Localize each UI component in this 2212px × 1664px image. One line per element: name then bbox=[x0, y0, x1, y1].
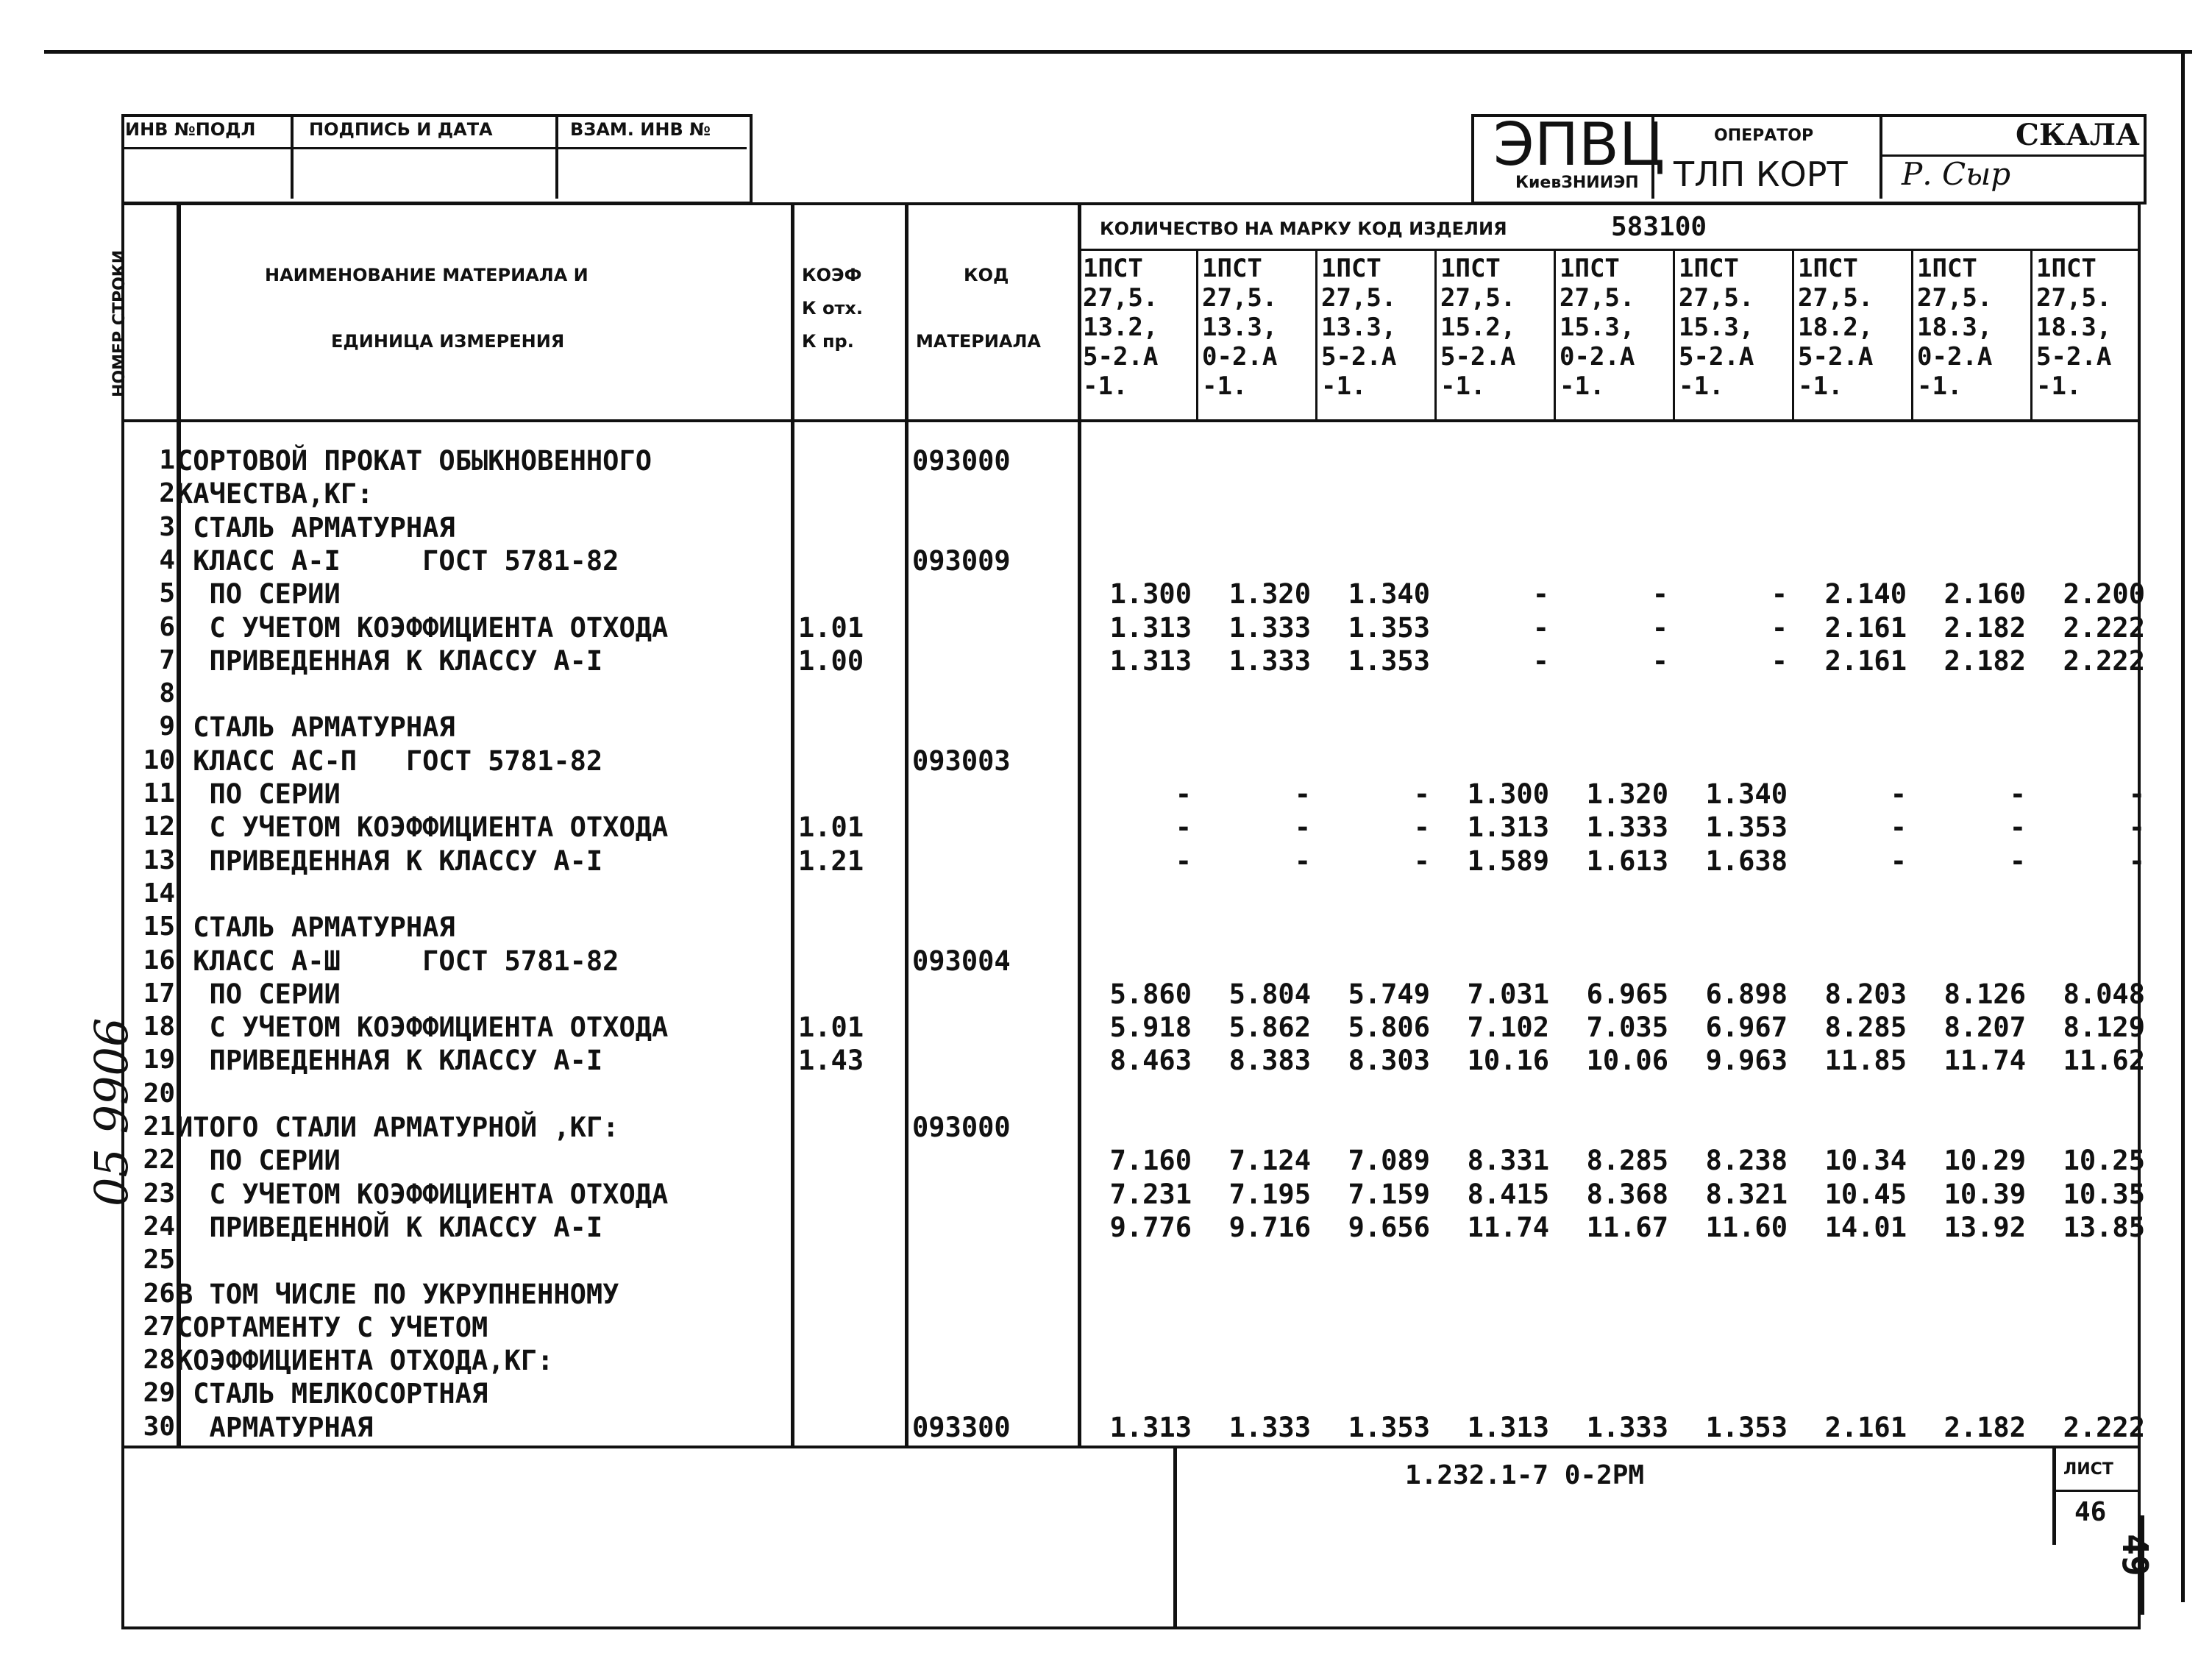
side-handwritten-note: 05 9906 bbox=[85, 1017, 138, 1206]
row-value: - bbox=[2128, 811, 2145, 844]
code-header-2: МАТЕРИАЛА bbox=[916, 331, 1041, 352]
row-value: 5.749 bbox=[1348, 978, 1430, 1010]
row-coefficient: 1.01 bbox=[798, 611, 864, 644]
row-value: 8.285 bbox=[1586, 1145, 1668, 1177]
row-value: 2.222 bbox=[2063, 1411, 2145, 1443]
row-value: 11.62 bbox=[2063, 1045, 2145, 1077]
row-value: - bbox=[1175, 845, 1192, 877]
row-material-name: СТАЛЬ АРМАТУРНАЯ bbox=[177, 711, 455, 744]
row-value: 10.39 bbox=[1943, 1178, 2026, 1210]
row-value: 7.231 bbox=[1109, 1178, 1192, 1210]
row-value: 13.85 bbox=[2063, 1211, 2145, 1243]
row-value: 10.06 bbox=[1586, 1045, 1668, 1077]
row-number: 27 bbox=[143, 1311, 175, 1342]
row-value: 5.806 bbox=[1348, 1011, 1430, 1044]
document-code: 1.232.1-7 0-2РМ bbox=[1405, 1460, 1645, 1490]
row-material-name: ПО СЕРИИ bbox=[177, 1145, 341, 1177]
page-number: 49 bbox=[2114, 1534, 2155, 1576]
row-value: 7.124 bbox=[1228, 1145, 1311, 1177]
row-value: - bbox=[1175, 778, 1192, 810]
row-value: 11.60 bbox=[1705, 1211, 1788, 1243]
row-value: 8.331 bbox=[1467, 1145, 1549, 1177]
row-value: 10.35 bbox=[2063, 1178, 2145, 1210]
row-value: 8.207 bbox=[1943, 1011, 2026, 1044]
mark-column-divider bbox=[1196, 250, 1198, 419]
row-value: - bbox=[1175, 811, 1192, 844]
code-header-1: КОД bbox=[964, 265, 1009, 285]
row-value: 10.45 bbox=[1824, 1178, 1907, 1210]
row-coefficient: 1.21 bbox=[798, 845, 864, 877]
row-number: 26 bbox=[143, 1278, 175, 1309]
row-value: - bbox=[1651, 578, 1668, 611]
row-number: 3 bbox=[159, 511, 175, 542]
row-value: 2.182 bbox=[1943, 644, 2026, 677]
row-value: 1.300 bbox=[1467, 778, 1549, 810]
row-material-name: ПО СЕРИИ bbox=[177, 578, 341, 611]
right-border bbox=[2181, 50, 2185, 1602]
row-value: 10.34 bbox=[1824, 1145, 1907, 1177]
row-value: - bbox=[1413, 845, 1430, 877]
row-number: 14 bbox=[143, 878, 175, 909]
row-value: 8.463 bbox=[1109, 1045, 1192, 1077]
row-coefficient: 1.01 bbox=[798, 1011, 864, 1044]
row-value: - bbox=[2128, 778, 2145, 810]
row-material-code: 093009 bbox=[912, 544, 1011, 577]
row-number: 16 bbox=[143, 945, 175, 975]
row-number: 8 bbox=[159, 678, 175, 709]
row-number: 20 bbox=[143, 1078, 175, 1109]
row-number: 13 bbox=[143, 845, 175, 875]
row-value: 1.333 bbox=[1228, 644, 1311, 677]
mark-header: 1ПСТ 27,5. 18.2, 5-2.А -1. bbox=[1798, 254, 1874, 401]
mark-header: 1ПСТ 27,5. 18.3, 5-2.А -1. bbox=[2036, 254, 2112, 401]
operator-label: ОПЕРАТОР bbox=[1714, 127, 1814, 145]
inv-podl-label: ИНВ №ПОДЛ bbox=[125, 119, 256, 140]
row-value: 1.313 bbox=[1109, 611, 1192, 644]
row-value: 7.031 bbox=[1467, 978, 1549, 1010]
system-name: СКАЛА bbox=[2016, 118, 2140, 152]
row-value: 1.353 bbox=[1348, 611, 1430, 644]
mark-header: 1ПСТ 27,5. 15.2, 5-2.А -1. bbox=[1440, 254, 1516, 401]
material-header-line1: НАИМЕНОВАНИЕ МАТЕРИАЛА И bbox=[265, 265, 588, 285]
row-value: 11.67 bbox=[1586, 1211, 1668, 1243]
row-value: - bbox=[1651, 644, 1668, 677]
row-value: 1.333 bbox=[1228, 1411, 1311, 1443]
row-material-name: С УЧЕТОМ КОЭФФИЦИЕНТА ОТХОДА bbox=[177, 1011, 669, 1044]
mark-header: 1ПСТ 27,5. 18.3, 0-2.А -1. bbox=[1917, 254, 1993, 401]
row-material-name: КОЭФФИЦИЕНТА ОТХОДА,КГ: bbox=[177, 1345, 554, 1377]
row-value: - bbox=[1413, 778, 1430, 810]
row-value: 8.303 bbox=[1348, 1045, 1430, 1077]
row-value: - bbox=[1890, 845, 1907, 877]
row-value: 1.313 bbox=[1109, 1411, 1192, 1443]
row-value: - bbox=[1890, 778, 1907, 810]
row-material-name: КЛАСС АС-П ГОСТ 5781-82 bbox=[177, 744, 603, 777]
row-value: 8.203 bbox=[1824, 978, 1907, 1010]
row-value: 7.089 bbox=[1348, 1145, 1430, 1177]
row-value: 9.776 bbox=[1109, 1211, 1192, 1243]
row-value: 1.333 bbox=[1586, 811, 1668, 844]
top-border bbox=[44, 50, 2192, 54]
row-value: 7.160 bbox=[1109, 1145, 1192, 1177]
row-number: 11 bbox=[143, 778, 175, 808]
row-number: 7 bbox=[159, 644, 175, 675]
row-number: 12 bbox=[143, 811, 175, 842]
coef-header-1: КОЭФ bbox=[802, 265, 862, 285]
row-value: - bbox=[1651, 611, 1668, 644]
row-number: 6 bbox=[159, 611, 175, 642]
row-material-name: ПРИВЕДЕННАЯ К КЛАССУ А-I bbox=[177, 644, 603, 677]
row-value: 5.860 bbox=[1109, 978, 1192, 1010]
row-value: 14.01 bbox=[1824, 1211, 1907, 1243]
row-number: 22 bbox=[143, 1145, 175, 1176]
row-value: - bbox=[1771, 644, 1788, 677]
row-material-name: КАЧЕСТВА,КГ: bbox=[177, 478, 374, 511]
row-material-code: 093000 bbox=[912, 445, 1011, 477]
row-value: 2.222 bbox=[2063, 644, 2145, 677]
row-value: 9.656 bbox=[1348, 1211, 1430, 1243]
row-value: 1.353 bbox=[1705, 811, 1788, 844]
row-value: 1.613 bbox=[1586, 845, 1668, 877]
sheet-number: 46 bbox=[2074, 1497, 2107, 1527]
row-value: - bbox=[1532, 644, 1549, 677]
row-value: 8.321 bbox=[1705, 1178, 1788, 1210]
row-material-code: 093003 bbox=[912, 744, 1011, 777]
mark-column-divider bbox=[2030, 250, 2033, 419]
row-value: 6.965 bbox=[1586, 978, 1668, 1010]
row-value: 1.589 bbox=[1467, 845, 1549, 877]
mark-header: 1ПСТ 27,5. 13.2, 5-2.А -1. bbox=[1083, 254, 1159, 401]
product-code: 583100 bbox=[1611, 212, 1707, 242]
row-value: 11.85 bbox=[1824, 1045, 1907, 1077]
row-material-name: ПРИВЕДЕННОЙ К КЛАССУ А-I bbox=[177, 1211, 603, 1243]
mark-column-divider bbox=[1434, 250, 1437, 419]
row-value: 7.159 bbox=[1348, 1178, 1430, 1210]
row-number-header: НОМЕР СТРОКИ bbox=[110, 249, 129, 397]
row-material-name: ПО СЕРИИ bbox=[177, 978, 341, 1010]
mark-header: 1ПСТ 27,5. 13.3, 0-2.А -1. bbox=[1202, 254, 1278, 401]
row-number: 24 bbox=[143, 1211, 175, 1242]
row-value: 8.285 bbox=[1824, 1011, 1907, 1044]
row-value: 2.222 bbox=[2063, 611, 2145, 644]
row-number: 1 bbox=[159, 445, 175, 475]
mark-header: 1ПСТ 27,5. 15.3, 0-2.А -1. bbox=[1560, 254, 1635, 401]
mark-header: 1ПСТ 27,5. 15.3, 5-2.А -1. bbox=[1679, 254, 1754, 401]
mark-column-divider bbox=[1673, 250, 1675, 419]
row-value: 2.161 bbox=[1824, 611, 1907, 644]
row-material-name: СТАЛЬ МЕЛКОСОРТНАЯ bbox=[177, 1378, 488, 1410]
row-value: 7.102 bbox=[1467, 1011, 1549, 1044]
org-name: ЭПВЦ bbox=[1493, 110, 1665, 179]
row-value: 2.160 bbox=[1943, 578, 2026, 611]
row-value: 1.320 bbox=[1586, 778, 1668, 810]
row-value: 1.300 bbox=[1109, 578, 1192, 611]
row-value: 8.368 bbox=[1586, 1178, 1668, 1210]
row-value: 1.320 bbox=[1228, 578, 1311, 611]
row-value: 1.313 bbox=[1109, 644, 1192, 677]
row-coefficient: 1.43 bbox=[798, 1045, 864, 1077]
row-value: 2.140 bbox=[1824, 578, 1907, 611]
row-material-name: СОРТОВОЙ ПРОКАТ ОБЫКНОВЕННОГО bbox=[177, 445, 652, 477]
mark-column-divider bbox=[1792, 250, 1794, 419]
row-value: - bbox=[1532, 578, 1549, 611]
row-material-name: СТАЛЬ АРМАТУРНАЯ bbox=[177, 511, 455, 544]
row-value: 8.129 bbox=[2063, 1011, 2145, 1044]
row-value: 1.353 bbox=[1348, 1411, 1430, 1443]
row-material-code: 093300 bbox=[912, 1411, 1011, 1443]
row-material-name: С УЧЕТОМ КОЭФФИЦИЕНТА ОТХОДА bbox=[177, 1178, 669, 1210]
row-value: 2.200 bbox=[2063, 578, 2145, 611]
quantity-header: КОЛИЧЕСТВО НА МАРКУ КОД ИЗДЕЛИЯ bbox=[1100, 218, 1507, 239]
row-number: 19 bbox=[143, 1045, 175, 1075]
row-value: 8.383 bbox=[1228, 1045, 1311, 1077]
row-value: 8.415 bbox=[1467, 1178, 1549, 1210]
coef-header-2: К отх. bbox=[802, 298, 863, 319]
row-material-name: ПРИВЕДЕННАЯ К КЛАССУ А-I bbox=[177, 845, 603, 877]
row-value: 1.333 bbox=[1228, 611, 1311, 644]
sign-date-label: ПОДПИСЬ И ДАТА bbox=[309, 119, 493, 140]
row-value: 1.333 bbox=[1586, 1411, 1668, 1443]
row-value: 1.353 bbox=[1705, 1411, 1788, 1443]
row-value: 10.25 bbox=[2063, 1145, 2145, 1177]
row-value: 10.16 bbox=[1467, 1045, 1549, 1077]
row-material-code: 093000 bbox=[912, 1112, 1011, 1143]
row-value: 1.313 bbox=[1467, 811, 1549, 844]
row-value: 1.353 bbox=[1348, 644, 1430, 677]
row-value: 9.716 bbox=[1228, 1211, 1311, 1243]
mark-column-divider bbox=[1911, 250, 1913, 419]
row-number: 30 bbox=[143, 1411, 175, 1442]
row-value: 8.126 bbox=[1943, 978, 2026, 1010]
row-coefficient: 1.01 bbox=[798, 811, 864, 844]
org-sub: КиевЗНИИЭП bbox=[1515, 174, 1639, 192]
row-value: 2.182 bbox=[1943, 611, 2026, 644]
row-number: 2 bbox=[159, 478, 175, 509]
row-number: 28 bbox=[143, 1345, 175, 1376]
row-material-name: С УЧЕТОМ КОЭФФИЦИЕНТА ОТХОДА bbox=[177, 611, 669, 644]
row-value: - bbox=[1771, 578, 1788, 611]
row-value: - bbox=[2009, 778, 2026, 810]
row-value: - bbox=[1294, 845, 1311, 877]
row-number: 23 bbox=[143, 1178, 175, 1209]
row-value: 1.340 bbox=[1348, 578, 1430, 611]
row-material-name: КЛАСС А-I ГОСТ 5781-82 bbox=[177, 544, 619, 577]
row-number: 9 bbox=[159, 711, 175, 742]
row-material-name: В ТОМ ЧИСЛЕ ПО УКРУПНЕННОМУ bbox=[177, 1278, 619, 1310]
row-number: 10 bbox=[143, 744, 175, 775]
coef-header-3: К пр. bbox=[802, 331, 854, 352]
row-value: 1.638 bbox=[1705, 845, 1788, 877]
row-material-name: СОРТАМЕНТУ С УЧЕТОМ bbox=[177, 1311, 488, 1343]
row-material-name: ПО СЕРИИ bbox=[177, 778, 341, 810]
row-material-code: 093004 bbox=[912, 945, 1011, 977]
row-value: 11.74 bbox=[1943, 1045, 2026, 1077]
row-value: 6.898 bbox=[1705, 978, 1788, 1010]
row-value: - bbox=[1294, 778, 1311, 810]
row-value: 5.804 bbox=[1228, 978, 1311, 1010]
row-number: 29 bbox=[143, 1378, 175, 1409]
mark-header: 1ПСТ 27,5. 13.3, 5-2.А -1. bbox=[1321, 254, 1397, 401]
row-value: - bbox=[2009, 845, 2026, 877]
row-material-name: СТАЛЬ АРМАТУРНАЯ bbox=[177, 911, 455, 944]
row-value: 8.048 bbox=[2063, 978, 2145, 1010]
row-value: 2.182 bbox=[1943, 1411, 2026, 1443]
vzam-inv-label: ВЗАМ. ИНВ № bbox=[570, 119, 711, 140]
row-value: - bbox=[1890, 811, 1907, 844]
mark-column-divider bbox=[1315, 250, 1317, 419]
row-value: 1.313 bbox=[1467, 1411, 1549, 1443]
row-value: - bbox=[1294, 811, 1311, 844]
row-value: 2.161 bbox=[1824, 644, 1907, 677]
row-value: 7.195 bbox=[1228, 1178, 1311, 1210]
row-number: 18 bbox=[143, 1011, 175, 1042]
row-material-name: ИТОГО СТАЛИ АРМАТУРНОЙ ,КГ: bbox=[177, 1112, 619, 1143]
row-value: 5.862 bbox=[1228, 1011, 1311, 1044]
row-value: - bbox=[2009, 811, 2026, 844]
row-value: - bbox=[1532, 611, 1549, 644]
row-value: 2.161 bbox=[1824, 1411, 1907, 1443]
row-number: 21 bbox=[143, 1112, 175, 1142]
row-value: 1.340 bbox=[1705, 778, 1788, 810]
row-number: 4 bbox=[159, 544, 175, 575]
row-value: 6.967 bbox=[1705, 1011, 1788, 1044]
row-number: 17 bbox=[143, 978, 175, 1009]
mark-column-divider bbox=[1554, 250, 1556, 419]
row-value: 10.29 bbox=[1943, 1145, 2026, 1177]
row-material-name: КЛАСС А-Ш ГОСТ 5781-82 bbox=[177, 945, 619, 977]
row-value: 11.74 bbox=[1467, 1211, 1549, 1243]
row-value: 8.238 bbox=[1705, 1145, 1788, 1177]
row-value: 9.963 bbox=[1705, 1045, 1788, 1077]
sheet-label: ЛИСТ bbox=[2063, 1460, 2113, 1479]
row-value: - bbox=[2128, 845, 2145, 877]
material-header-line2: ЕДИНИЦА ИЗМЕРЕНИЯ bbox=[331, 331, 565, 352]
row-material-name: ПРИВЕДЕННАЯ К КЛАССУ А-I bbox=[177, 1045, 603, 1077]
signature: Р. Сыр bbox=[1902, 156, 2011, 192]
row-material-name: АРМАТУРНАЯ bbox=[177, 1411, 374, 1443]
row-number: 5 bbox=[159, 578, 175, 609]
row-material-name: С УЧЕТОМ КОЭФФИЦИЕНТА ОТХОДА bbox=[177, 811, 669, 844]
row-value: - bbox=[1771, 611, 1788, 644]
row-coefficient: 1.00 bbox=[798, 644, 864, 677]
row-number: 15 bbox=[143, 911, 175, 942]
row-number: 25 bbox=[143, 1245, 175, 1276]
row-value: 7.035 bbox=[1586, 1011, 1668, 1044]
operator-value: ТЛП КОРТ bbox=[1674, 154, 1848, 194]
row-value: 5.918 bbox=[1109, 1011, 1192, 1044]
row-value: - bbox=[1413, 811, 1430, 844]
row-value: 13.92 bbox=[1943, 1211, 2026, 1243]
